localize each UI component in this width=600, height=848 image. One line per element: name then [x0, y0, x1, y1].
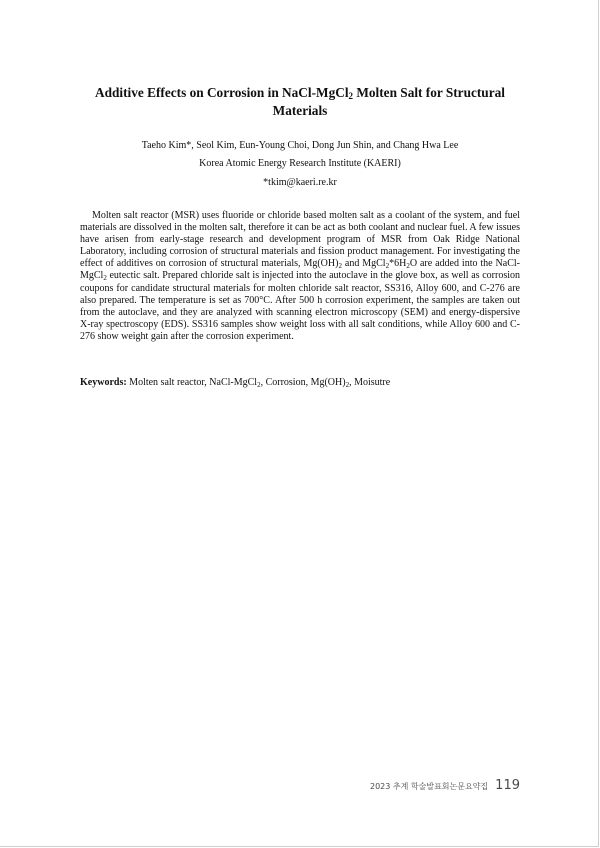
author-list: Taeho Kim*, Seol Kim, Eun-Young Choi, Dong Jun Shin, and Chang Hwa Lee — [141, 140, 459, 151]
abstract-sub-1: 2 — [338, 262, 342, 271]
title-line1-pre: Additive Effects on Corrosion in NaCl-MgCl — [95, 85, 349, 100]
abstract-text-5: eutectic salt. Prepared chloride salt is injected into the autoclave in the glove box, as well as corrosion coupons for candidate structural materials for molten chloride salt reactor, SS316, Alloy 600, and C-276 are also prepared. The temperature is set as 700°C. After 500 h corrosion experiment, the samples are taken out from the autoclave, and they are analyzed with scanning electron microscopy (SEM) and energy-dispersive X-ray spectroscopy (EDS). SS316 samples show weight loss with all salt conditions, while Alloy 600 and C-276 show weight gain after the corrosion experiment. — [80, 270, 520, 342]
abstract-text-1: Molten salt reactor (MSR) uses fluoride or chloride based molten salt as a coolant of the system, and fuel materials are dissolved in the molten salt, therefore it can be act as both coolant and nuclear fuel. A few issues have arisen from early-stage research and development program of MSR from Oak Ridge National Laboratory, including corrosion of structural materials and fission product management. For investigating the effect of additives on corrosion of structural materials, Mg(OH) — [80, 210, 520, 270]
abstract-sub-4: 2 — [103, 274, 107, 283]
page-number: 119 — [495, 778, 520, 793]
keywords-sub-2: 2 — [345, 381, 350, 389]
keywords-text-1: Molten salt reactor, NaCl-MgCl — [126, 377, 258, 388]
affiliation: Korea Atomic Energy Research Institute (KAERI) — [199, 158, 401, 169]
abstract-sub-3: 2 — [406, 262, 410, 271]
abstract-text-2: and MgCl — [341, 258, 386, 270]
keywords-label: Keywords: — [80, 377, 127, 388]
abstract-sub-2: 2 — [385, 262, 390, 271]
keywords-text-2: , Corrosion, Mg(OH) — [260, 377, 346, 388]
abstract-text-4: O are added into the NaCl-MgCl — [80, 258, 520, 282]
keywords-line — [80, 377, 520, 389]
abstract-text-3: *6H — [389, 258, 407, 270]
contact-email: *tkim@kaeri.re.kr — [263, 177, 337, 188]
paper-title — [70, 84, 530, 120]
title-subscript: 2 — [348, 91, 354, 101]
keywords-text-3: , Moisutre — [349, 377, 391, 388]
title-line1-post: Molten Salt for Structural — [353, 85, 505, 100]
keywords-sub-1: 2 — [257, 381, 261, 389]
conference-name: 2023 추계 학술발표회논문요약집 — [369, 782, 489, 791]
page-footer — [370, 778, 520, 793]
title-line2: Materials — [272, 103, 328, 118]
abstract-paragraph — [80, 210, 520, 343]
